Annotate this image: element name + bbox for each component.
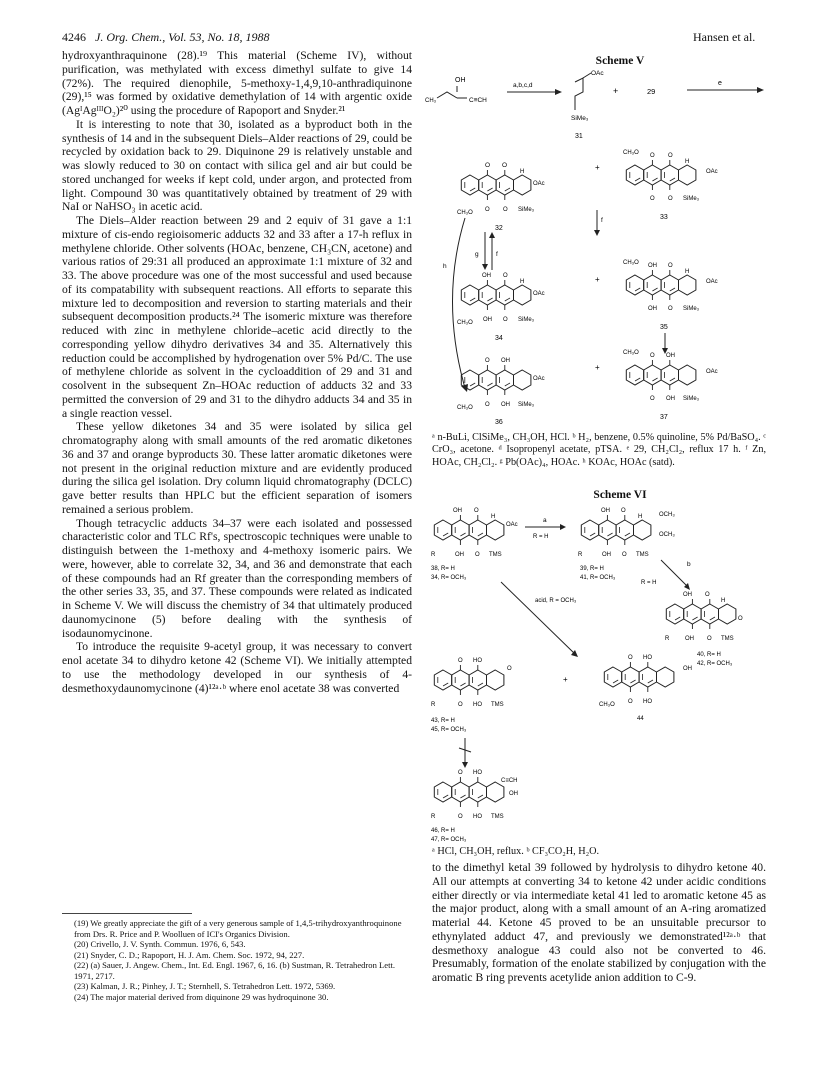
right-column <box>432 861 766 985</box>
bond <box>437 92 457 98</box>
tetracycle-40 <box>666 599 736 629</box>
scheme-v-footnote: ᵃ n-BuLi, ClSiMe₃, CH₃OH, HCl. ᵇ H₂, benzene, 0.5% quinoline, 5% Pd/BaSO₄. ᶜ CrO₃, acetone. ᵈ Isopropenyl acetate, pTSA. ᵉ 29, CH₂Cl₂, reflux 17 h. ᶠ Zn, HOAc, CH₂Cl₂. ᵍ Pb(OAc)₄, HOAc. ʰ KOAc, HOAc (satd). <box>432 432 766 468</box>
label-oac: OAc <box>533 291 545 297</box>
label-oh: OH <box>453 508 462 514</box>
bond <box>583 73 591 78</box>
arrow-label: f <box>496 251 498 258</box>
arrow-head <box>462 762 468 768</box>
label-oac: OAc <box>706 369 718 375</box>
label-oh: OH <box>509 791 518 797</box>
label-ch3o: CH₃O <box>599 702 615 708</box>
footnote: (23) Kalman, J. R.; Pinhey, J. T.; Sternhell, S. Tetrahedron Lett. 1972, 5369. <box>74 981 336 991</box>
compound-number: 39, R= H <box>580 566 604 572</box>
compound-number: 42, R= OCH₃ <box>697 661 733 667</box>
arrow-condition: R = H <box>533 534 549 540</box>
compound-number: 47, R= OCH₃ <box>431 837 467 842</box>
paragraph: The Diels–Alder reaction between 29 and 2 equiv of 31 gave a 1:1 mixture of cis-endo regioisomeric adducts 32 and 33 after a 17-h reflux in methylene chloride. Other solvents (HOAc, benzene, CH₃CN, acetone) and various ratios of 29:31 all produced an approximate 1:1 mixture of 32 and 33. The above procedure was one of the most successful and used because of its compatability with subsequent reactions. All efforts to separate this mixture led to decomposition and reversion to starting materials and their subsequent decomposition products.²⁴ The isomeric mixture was therefore reduced with zinc in methylene chloride–acetic acid directly to the corresponding yellow dihydro derivatives 34 and 35. Alternatively this reduction could be accomplished by hydrogenation over 5% Pd/C. The use of methylene chloride as solvent in the cycloaddition of 29 and 31 and cosolvent in the subsequent Zn–HOAc reduction of adducts 32 and 33 permitted the conversion of 29 and 31 to the dihydro adducts 34 and 35 in a single reaction vessel. <box>62 214 412 420</box>
paragraph: To introduce the requisite 9-acetyl group, it was necessary to convert enol acetate 34 to dihydro ketone 42 (Scheme VI). We initially attempted to use the methodology developed in our synthesis of 4-desmethoxydaunomycinone (4)¹²ᵃ·ᵇ where enol acetate 38 was converted <box>62 640 412 695</box>
tetracycle-36 <box>461 365 531 395</box>
arrow-head <box>555 89 562 95</box>
compound-number: 33 <box>660 214 668 221</box>
page-number: 4246 <box>62 30 86 44</box>
label-ho: HO <box>473 770 482 776</box>
label-sime3: SiMe₃ <box>518 207 535 213</box>
label-oh: OH <box>648 306 657 312</box>
arrow-label: h <box>443 263 447 270</box>
label-oac: OAc <box>706 279 718 285</box>
arrow-condition: acid, R = OCH₃ <box>535 598 577 604</box>
label-o: O <box>458 658 463 664</box>
paragraph: It is interesting to note that 30, isolated as a byproduct both in the synthesis of 14 and in the subsequent Diels–Alder reactions of 29, could be recycled by oxidation back to 29. Diquinone 29 is relatively unstable and was slowly reduced to 30 on contact with silica gel and air but could be stored unchanged for weeks if kept cold, under argon, and protected from light. Compound 30 was quantitatively obtained by treatment of 29 with NaI or NaHSO₃ in acetic acid. <box>62 117 412 214</box>
label-o: O <box>621 508 626 514</box>
arrow-head <box>757 87 764 93</box>
label-o: O <box>650 196 655 202</box>
label-ch3o: CH₃O <box>623 350 639 356</box>
paragraph: These yellow diketones 34 and 35 were isolated by silica gel chromatography along with small amounts of the red aromatic diketones 36 and 37 and orange byproducts 30. These latter aromatic diketones were not present in the original reduction mixture and are evidently produced during the silica gel isolation. Dry column liquid chromatography (DCLC) gave better results than HPLC but the efficient separation of isomers remained a serious problem. <box>62 420 412 516</box>
label-o: O <box>474 508 479 514</box>
footnote: (20) Crivello, J. V. Synth. Commun. 1976, 6, 543. <box>74 939 246 949</box>
compound-number: 41, R= OCH₃ <box>580 575 616 581</box>
compound-number: 45, R= OCH₃ <box>431 727 467 733</box>
tetracycle-44 <box>604 662 674 692</box>
compound-number: 44 <box>637 716 644 722</box>
label-o: O <box>650 153 655 159</box>
label-oac: OAc <box>591 70 604 77</box>
label-oh: OH <box>602 552 611 558</box>
compound-number: 46, R= H <box>431 828 455 834</box>
arrow-label: a,b,c,d <box>513 82 533 89</box>
arrow-head <box>482 264 488 270</box>
label-sime3: SiMe₃ <box>518 317 535 323</box>
label-ho: HO <box>643 655 652 661</box>
arrow-head <box>489 232 495 238</box>
label-ho: HO <box>473 814 482 820</box>
label-ch3o: CH₃O <box>623 150 639 156</box>
label-sime3: SiMe₃ <box>683 396 700 402</box>
paragraph: Though tetracyclic adducts 34–37 were each isolated and possessed characteristic color and TLC Rf's, spectroscopic techniques were unable to distinguish between the 1-methoxy and 4-methoxy isomeric pairs. We were, however, able to correlate 32, 34, and 36 and demonstrate that each of these compounds had an Rf greater than the corresponding members of the other series 33, 35, and 37. These compounds were related as indicated in Scheme V. We will discuss the chemistry of 34 that ultimately produced daunomycinone (5) before dealing with the synthesis of isodaunomycinone. <box>62 516 412 640</box>
label-o: O <box>705 592 710 598</box>
label-oh: OH <box>455 77 466 84</box>
scheme-v-title: Scheme V <box>595 55 645 67</box>
footnote-divider <box>62 913 192 914</box>
label-sime3: SiMe₃ <box>683 306 700 312</box>
label-o: O <box>503 207 508 213</box>
scheme-vi-footnote: ᵃ HCl, CH₃OH, reflux. ᵇ CF₃CO₂H, H₂O. <box>432 846 600 857</box>
label-oac: OAc <box>533 181 545 187</box>
arrow-label: a <box>543 517 547 524</box>
label-oh: OH <box>683 592 692 598</box>
label-o: O <box>738 616 743 622</box>
compound-number: 34, R= OCH₃ <box>431 575 467 581</box>
label-oh: OH <box>455 552 464 558</box>
label-h: H <box>685 159 690 165</box>
compound-number: 35 <box>660 324 668 331</box>
label-oh: OH <box>483 317 492 323</box>
reaction-arrow <box>501 582 575 654</box>
compound-number: 37 <box>660 414 668 421</box>
arrow-label: f <box>601 217 603 224</box>
journal-citation: J. Org. Chem., Vol. 53, No. 18, 1988 <box>95 30 270 44</box>
label-oac: OAc <box>506 522 518 528</box>
label-o: O <box>475 552 480 558</box>
label-ch3o: CH₃O <box>457 405 473 411</box>
label-o: O <box>458 814 463 820</box>
label-oh: OH <box>601 508 610 514</box>
label-o: O <box>485 358 490 364</box>
label-o: O <box>622 552 627 558</box>
label-oh: OH <box>648 263 657 269</box>
compound-number: 34 <box>495 335 503 342</box>
compound-number: 36 <box>495 419 503 426</box>
authors-text: Hansen et al. <box>693 30 756 44</box>
footnotes <box>62 918 412 1002</box>
label-o: O <box>707 636 712 642</box>
label-o: O <box>507 666 512 672</box>
label-oh: OH <box>683 666 692 672</box>
label-tms: TMS <box>491 702 504 708</box>
label-o: O <box>668 196 673 202</box>
label-sime3: SiMe₃ <box>683 196 700 202</box>
plus-sign: + <box>595 163 600 172</box>
reaction-arrow <box>453 218 466 388</box>
label-oh: OH <box>482 273 491 279</box>
label-o: O <box>458 770 463 776</box>
plus-sign: + <box>563 675 568 684</box>
plus-sign: + <box>595 363 600 372</box>
footnote: (24) The major material derived from diquinone 29 was hydroquinone 30. <box>74 991 329 1002</box>
label-cch: C≡CH <box>469 97 487 104</box>
label-oh: OH <box>501 358 510 364</box>
footnote: (22) (a) Sauer, J. Angew. Chem., Int. Ed. Engl. 1967, 6, 16. (b) Sustman, R. Tetrahedron Lett. 1971, 2717. <box>74 960 396 981</box>
footnote: (21) Snyder, C. D.; Rapoport, H. J. Am. Chem. Soc. 1972, 94, 227. <box>74 949 305 960</box>
left-column <box>62 49 412 695</box>
label-o: O <box>668 153 673 159</box>
label-o: O <box>628 699 633 705</box>
label-oh: OH <box>666 353 675 359</box>
label-oh: OH <box>685 636 694 642</box>
label-o: O <box>458 702 463 708</box>
arrow-head <box>560 524 566 530</box>
plus-sign: + <box>613 86 619 96</box>
label-ch3o: CH₃O <box>457 210 473 216</box>
label-och3: OCH₃ <box>659 512 675 518</box>
scheme-v-figure <box>425 70 770 440</box>
plus-sign: + <box>595 275 600 284</box>
arrow-condition: R = H <box>641 580 657 586</box>
label-o: O <box>650 396 655 402</box>
label-o: O <box>668 263 673 269</box>
label-ho: HO <box>473 658 482 664</box>
paragraph: hydroxyanthraquinone (28).¹⁹ This material (Scheme IV), without purification, was methylated with excess dimethyl sulfate to give 14 (72%). The required dienophile, 5-methoxy-1,4,9,10-anthradiquinone (29),¹⁵ was formed by oxidative demethylation of 14 with argentic oxide (AgᴵAgᴵᴵᴵO₂)²⁰ using the procedure of Rapoport and Snyder.²¹ <box>62 49 412 117</box>
tetracycle-37 <box>626 360 696 390</box>
compound-number: 38, R= H <box>431 566 455 572</box>
tetracycle-43 <box>434 665 504 695</box>
label-h: H <box>520 279 525 285</box>
footnote: (19) We greatly appreciate the gift of a very generous sample of 1,4,5-trihydroxyanthroquinone from Drs. R. Price and P. Woolluen of ICI's Organics Division. <box>74 918 402 939</box>
scheme-vi-title: Scheme VI <box>593 489 647 501</box>
label-och3: OCH₃ <box>659 532 675 538</box>
label-h: H <box>685 269 690 275</box>
label-oh: OH <box>501 402 510 408</box>
label-oac: OAc <box>533 376 545 382</box>
tetracycle-46 <box>434 777 504 807</box>
compound-number: 32 <box>495 225 503 232</box>
arrow-label: g <box>475 251 479 258</box>
label-r: R <box>665 636 670 642</box>
label-o: O <box>503 317 508 323</box>
arrow-head <box>594 230 600 236</box>
label-o: O <box>485 207 490 213</box>
label-ch3: CH₃ <box>425 98 437 104</box>
compound-number: 29 <box>647 87 656 96</box>
label-o: O <box>628 655 633 661</box>
arrow-label: e <box>718 80 722 87</box>
arrow-label: b <box>687 561 691 568</box>
label-r: R <box>431 702 436 708</box>
label-r: R <box>431 814 436 820</box>
label-o: O <box>485 162 491 169</box>
compound-number: 31 <box>575 133 583 140</box>
label-sime3: SiMe₃ <box>571 115 589 122</box>
label-h: H <box>520 169 525 175</box>
label-o: O <box>668 306 673 312</box>
label-tms: TMS <box>491 814 504 820</box>
label-o: O <box>650 353 655 359</box>
label-h: H <box>491 514 496 520</box>
bond <box>575 78 583 110</box>
label-ch3o: CH₃O <box>457 320 473 326</box>
label-sime3: SiMe₃ <box>518 402 535 408</box>
paragraph: to the dimethyl ketal 39 followed by hydrolysis to dihydro ketone 40. All our attempts at converting 34 to ketone 42 under acidic conditions either directly or via intermediate ketal 41 led to aromatic ketone 45 as the major product, along with a small amount of an A-ring aromatized material 44. Ketone 45 proved to be an unsuitable precursor to ethynylated adduct 47, and previously we demonstrated¹²ᵃ·ᵇ that desmethoxy analogue 43 could also not be converted to 46. Presumably, formation of the enolate stabilized by conjugation with the aromatic B ring prevents acetylide anion addition to C-9. <box>432 861 766 984</box>
label-tms: TMS <box>489 552 502 558</box>
label-o: O <box>485 402 490 408</box>
label-r: R <box>578 552 583 558</box>
label-ho: HO <box>643 699 652 705</box>
label-tms: TMS <box>636 552 649 558</box>
scheme-vi-figure <box>425 502 770 842</box>
compound-number: 40, R= H <box>697 652 721 658</box>
label-o: O <box>502 162 508 169</box>
label-cch: C≡CH <box>501 778 518 784</box>
running-authors <box>693 30 755 45</box>
label-h: H <box>721 598 726 604</box>
label-oh: OH <box>666 396 675 402</box>
compound-number: 43, R= H <box>431 718 455 724</box>
label-o: O <box>503 273 508 279</box>
label-tms: TMS <box>721 636 734 642</box>
label-ch3o: CH₃O <box>623 260 639 266</box>
reaction-arrow <box>661 560 687 586</box>
label-oac: OAc <box>706 169 718 175</box>
label-h: H <box>638 514 643 520</box>
label-ho: HO <box>473 702 482 708</box>
label-r: R <box>431 552 436 558</box>
